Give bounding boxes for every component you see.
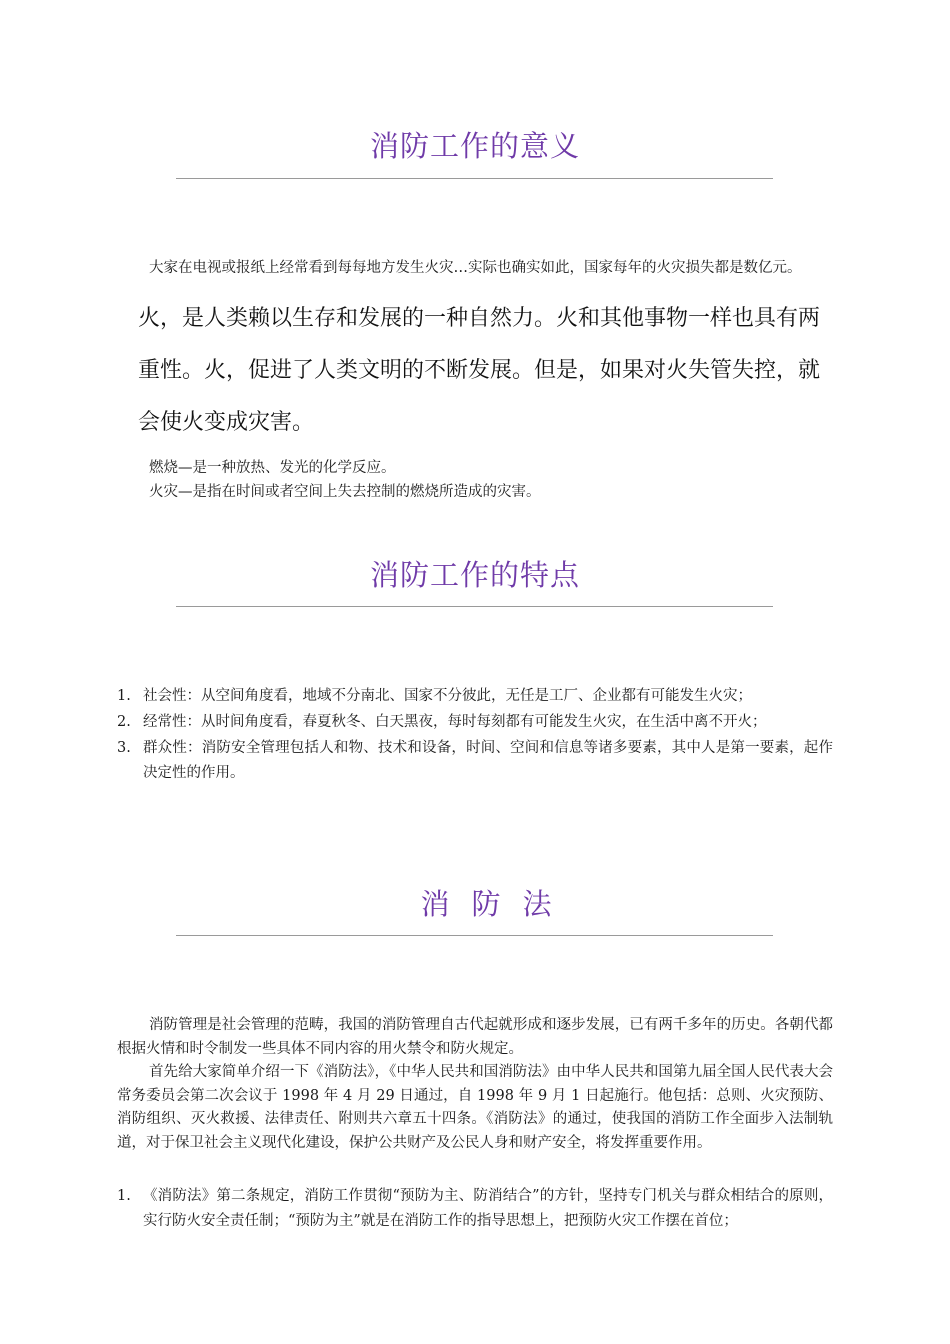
fire-duality-paragraph: 火，是人类赖以生存和发展的一种自然力。火和其他事物一样也具有两重性。火，促进了人类文明的不断发展。但是，如果对火失管失控，就会使火变成灾害。 bbox=[138, 306, 821, 435]
list-item-text: 经常性：从时间角度看，春夏秋冬、白天黑夜，每时每刻都有可能发生火灾，在生活中离不开火； bbox=[143, 714, 767, 730]
law-provisions-list bbox=[117, 1184, 833, 1235]
list-item bbox=[117, 684, 833, 709]
title-divider bbox=[176, 935, 773, 936]
list-item bbox=[117, 736, 833, 786]
characteristics-list bbox=[117, 684, 833, 787]
section-title-significance: 消防工作的意义 bbox=[369, 129, 580, 163]
title-divider bbox=[176, 606, 773, 607]
intro-text: 大家在电视或报纸上经常看到每每地方发生火灾…实际也确实如此，国家每年的火灾损失都是数亿元。 bbox=[149, 260, 802, 276]
list-item-text: 群众性：消防安全管理包括人和物、技术和设备，时间、空间和信息等诸多要素，其中人是第一要素，起作决定性的作用。 bbox=[143, 740, 833, 781]
law-summary-text: 首先给大家简单介绍一下《消防法》，《中华人民共和国消防法》由中华人民共和国第九届全国人民代表大会常务委员会第二次会议于 1998 年 4 月 29 日通过，自 1998 年 9 月 1 日起施行。他包括：总则、火灾预防、消防组织、灭火救援、法律责任、附则共六章五十四条。《消防法》的通过，使我国的消防工作全面步入法制轨道，对于保卫社会主义现代化建设，保护公共财产及公民人身和财产安全，将发挥重要作用。 bbox=[117, 1064, 833, 1151]
definition-fire: 火灾—是指在时间或者空间上失去控制的燃烧所造成的灾害。 bbox=[149, 484, 541, 500]
law-summary-paragraph bbox=[117, 1061, 833, 1155]
law-intro-paragraph bbox=[117, 1014, 833, 1061]
list-item-number: 3. bbox=[117, 740, 131, 756]
list-item bbox=[117, 710, 833, 735]
title-divider bbox=[176, 178, 773, 179]
section-title-characteristics: 消防工作的特点 bbox=[369, 558, 580, 592]
list-item-number: 1. bbox=[117, 688, 131, 704]
definition-burning: 燃烧—是一种放热、发光的化学反应。 bbox=[149, 460, 396, 476]
list-item bbox=[117, 1184, 833, 1234]
section-title-fire-law: 消防法 bbox=[420, 887, 574, 921]
list-item-number: 1. bbox=[117, 1188, 131, 1204]
list-item-number: 2. bbox=[117, 714, 131, 730]
list-item-text: 社会性：从空间角度看，地域不分南北、国家不分彼此，无任是工厂、企业都有可能发生火灾； bbox=[143, 688, 752, 704]
intro-paragraph bbox=[117, 257, 833, 281]
list-item-text: 《消防法》第二条规定，消防工作贯彻“预防为主、防消结合”的方针，坚持专门机关与群众相结合的原则，实行防火安全责任制；“预防为主”就是在消防工作的指导思想上，把预防火灾工作摆在首位； bbox=[143, 1188, 833, 1229]
law-intro-text: 消防管理是社会管理的范畴，我国的消防管理自古代起就形成和逐步发展，已有两千多年的历史。各朝代都根据火情和时令制发一些具体不同内容的用火禁令和防火规定。 bbox=[117, 1017, 833, 1057]
